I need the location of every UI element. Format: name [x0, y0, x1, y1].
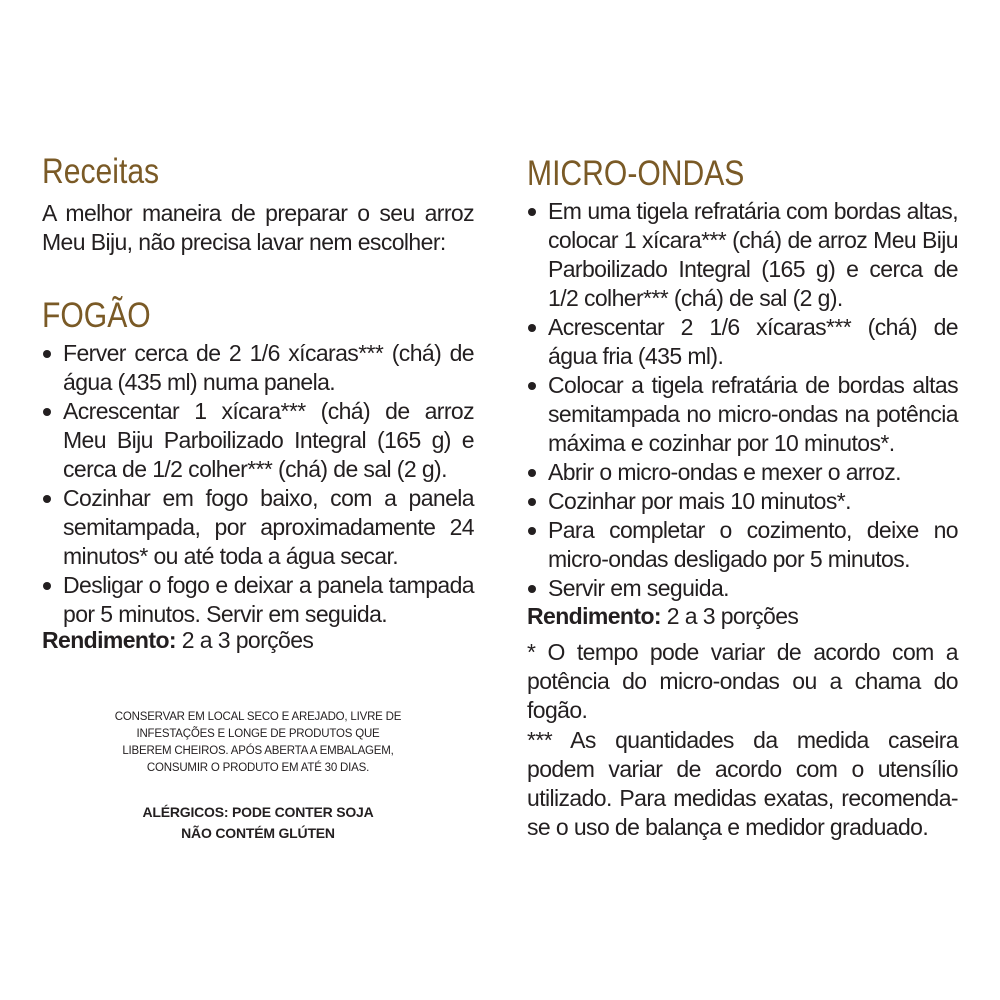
gluten-text: NÃO CONTÉM GLÚTEN [181, 825, 335, 841]
allergen-info [42, 802, 474, 844]
storage-line: CONSUMIR O PRODUTO EM ATÉ 30 DIAS. [146, 762, 370, 774]
bullet-icon [43, 408, 51, 416]
step-text: Cozinhar em fogo baixo, com a panela semitampada, por aproximadamente 24 minutos* ou até toda a água secar. [63, 485, 474, 569]
yield-label: Rendimento: [527, 603, 661, 629]
time-footnote: * O tempo pode variar de acordo com a potência do micro-ondas ou a chama do fogão. [527, 639, 958, 723]
yield-label: Rendimento: [42, 627, 176, 653]
step-text: Colocar a tigela refratária de bordas altas semitampada no micro-ondas na potência máxima e cozinhar por 10 minutos*. [548, 372, 958, 456]
bullet-icon [528, 527, 536, 535]
bullet-icon [528, 585, 536, 593]
allergens-text: ALÉRGICOS: PODE CONTER SOJA [142, 804, 374, 820]
bullet-icon [528, 469, 536, 477]
step-text: Servir em seguida. [548, 575, 729, 601]
list-item [527, 516, 958, 574]
step-text: Em uma tigela refratária com bordas altas, colocar 1 xícara*** (chá) de arroz Meu Biju Parboilizado Integral (165 g) e cerca de 1/2 colher*** (chá) de sal (2 g). [548, 198, 958, 311]
storage-line: CONSERVAR EM LOCAL SECO E AREJADO, LIVRE DE [114, 711, 402, 723]
stove-steps [42, 339, 474, 629]
list-item [527, 487, 958, 516]
bullet-icon [43, 582, 51, 590]
step-text: Para completar o cozimento, deixe no micro-ondas desligado por 5 minutos. [548, 517, 958, 572]
list-item [527, 313, 958, 371]
step-text: Ferver cerca de 2 1/6 xícaras*** (chá) de água (435 ml) numa panela. [63, 340, 474, 395]
microwave-yield [527, 602, 798, 631]
bullet-icon [528, 382, 536, 390]
step-text: Acrescentar 1 xícara*** (chá) de arroz Meu Biju Parboilizado Integral (165 g) e cerca de 1/2 colher*** (chá) de sal (2 g). [63, 398, 474, 482]
stove-title: FOGÃO [42, 296, 151, 335]
step-text: Cozinhar por mais 10 minutos*. [548, 488, 851, 514]
list-item [527, 574, 958, 603]
measure-footnote: *** As quantidades da medida caseira podem variar de acordo com o utensílio utilizado. Para medidas exatas, recomenda-se o uso de balança e medidor graduado. [527, 727, 958, 840]
list-item [527, 197, 958, 313]
step-text: Acrescentar 2 1/6 xícaras*** (chá) de água fria (435 ml). [548, 314, 958, 369]
step-text: Desligar o fogo e deixar a panela tampada por 5 minutos. Servir em seguida. [63, 572, 474, 627]
intro-text: A melhor maneira de preparar o seu arroz Meu Biju, não precisa lavar nem escolher: [42, 200, 474, 255]
microwave-steps [527, 197, 958, 603]
step-text: Abrir o micro-ondas e mexer o arroz. [548, 459, 901, 485]
list-item [42, 484, 474, 571]
bullet-icon [528, 208, 536, 216]
storage-line: LIBEREM CHEIROS. APÓS ABERTA A EMBALAGEM, [122, 745, 394, 757]
microwave-title: MICRO-ONDAS [527, 154, 745, 193]
bullet-icon [43, 350, 51, 358]
yield-value: 2 a 3 porções [175, 627, 314, 653]
list-item [42, 571, 474, 629]
list-item [527, 458, 958, 487]
bullet-icon [528, 324, 536, 332]
list-item [42, 397, 474, 484]
bullet-icon [528, 498, 536, 506]
list-item [527, 371, 958, 458]
recipes-title: Receitas [42, 152, 160, 191]
bullet-icon [43, 495, 51, 503]
yield-value: 2 a 3 porções [660, 603, 799, 629]
storage-note [42, 709, 474, 777]
storage-line: INFESTAÇÕES E LONGE DE PRODUTOS QUE [136, 728, 380, 740]
list-item [42, 339, 474, 397]
stove-yield [42, 626, 313, 655]
